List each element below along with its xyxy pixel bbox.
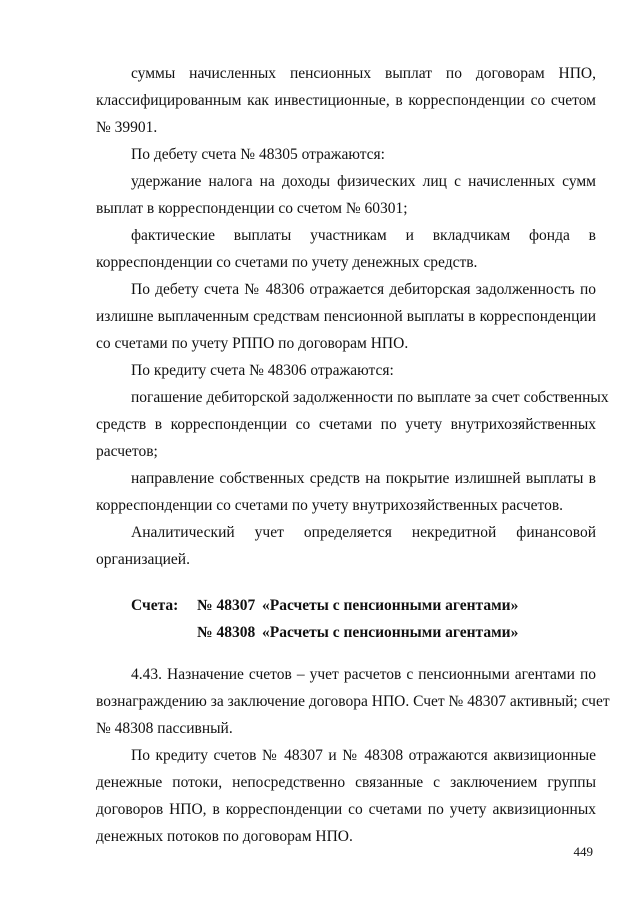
text-line: со счетами по учету РППО по договорам НПО. (96, 335, 409, 352)
text-line: По кредиту счетов № 48307 и № 48308 отражаются аквизиционные (131, 747, 596, 764)
text-line: денежные потоки, непосредственно связанные с заключением группы (96, 774, 596, 791)
account-title: «Расчеты с пенсионными агентами» (262, 624, 519, 641)
text-line: № 39901. (96, 119, 158, 136)
text-line: По дебету счета № 48306 отражается дебиторская задолженность по (131, 281, 596, 298)
text-line: договоров НПО, в корреспонденции со счетами по учету аквизиционных (96, 801, 596, 818)
text-line: № 48308 пассивный. (96, 720, 233, 737)
section-label: Счета: (131, 597, 179, 614)
text-line: вознаграждению за заключение договора НПО. Счет № 48307 активный; счет (96, 693, 610, 710)
text-line: корреспонденции со счетами по учету денежных средств. (96, 254, 478, 271)
text-line: классифицированным как инвестиционные, в корреспонденции со счетом (96, 92, 596, 109)
text-line: расчетов; (96, 443, 158, 460)
text-line: излишне выплаченным средствам пенсионной выплаты в корреспонденции (96, 308, 596, 325)
text-line: Аналитический учет определяется некредитной финансовой (131, 524, 596, 541)
page-number: 449 (573, 844, 593, 859)
text-line: 4.43. Назначение счетов – учет расчетов с пенсионными агентами по (131, 666, 596, 683)
text-line: удержание налога на доходы физических лиц с начисленных сумм (131, 173, 596, 190)
text-line: корреспонденции со счетами по учету внутрихозяйственных расчетов. (96, 497, 564, 514)
text-line: денежных потоков по договорам НПО. (96, 828, 353, 845)
text-line: средств в корреспонденции со счетами по учету внутрихозяйственных (96, 416, 596, 433)
text-line: По кредиту счета № 48306 отражаются: (131, 362, 394, 379)
account-title: «Расчеты с пенсионными агентами» (262, 597, 519, 614)
text-line: суммы начисленных пенсионных выплат по договорам НПО, (131, 65, 596, 82)
text-line: выплат в корреспонденции со счетом № 60301; (96, 200, 408, 217)
text-line: погашение дебиторской задолженности по выплате за счет собственных (131, 389, 609, 406)
text-line: По дебету счета № 48305 отражаются: (131, 146, 385, 163)
account-number: № 48307 (197, 597, 256, 614)
text-line: организацией. (96, 551, 190, 568)
account-number: № 48308 (197, 624, 256, 641)
text-line: фактические выплаты участникам и вкладчикам фонда в (131, 227, 596, 244)
text-line: направление собственных средств на покрытие излишней выплаты в (131, 470, 596, 487)
